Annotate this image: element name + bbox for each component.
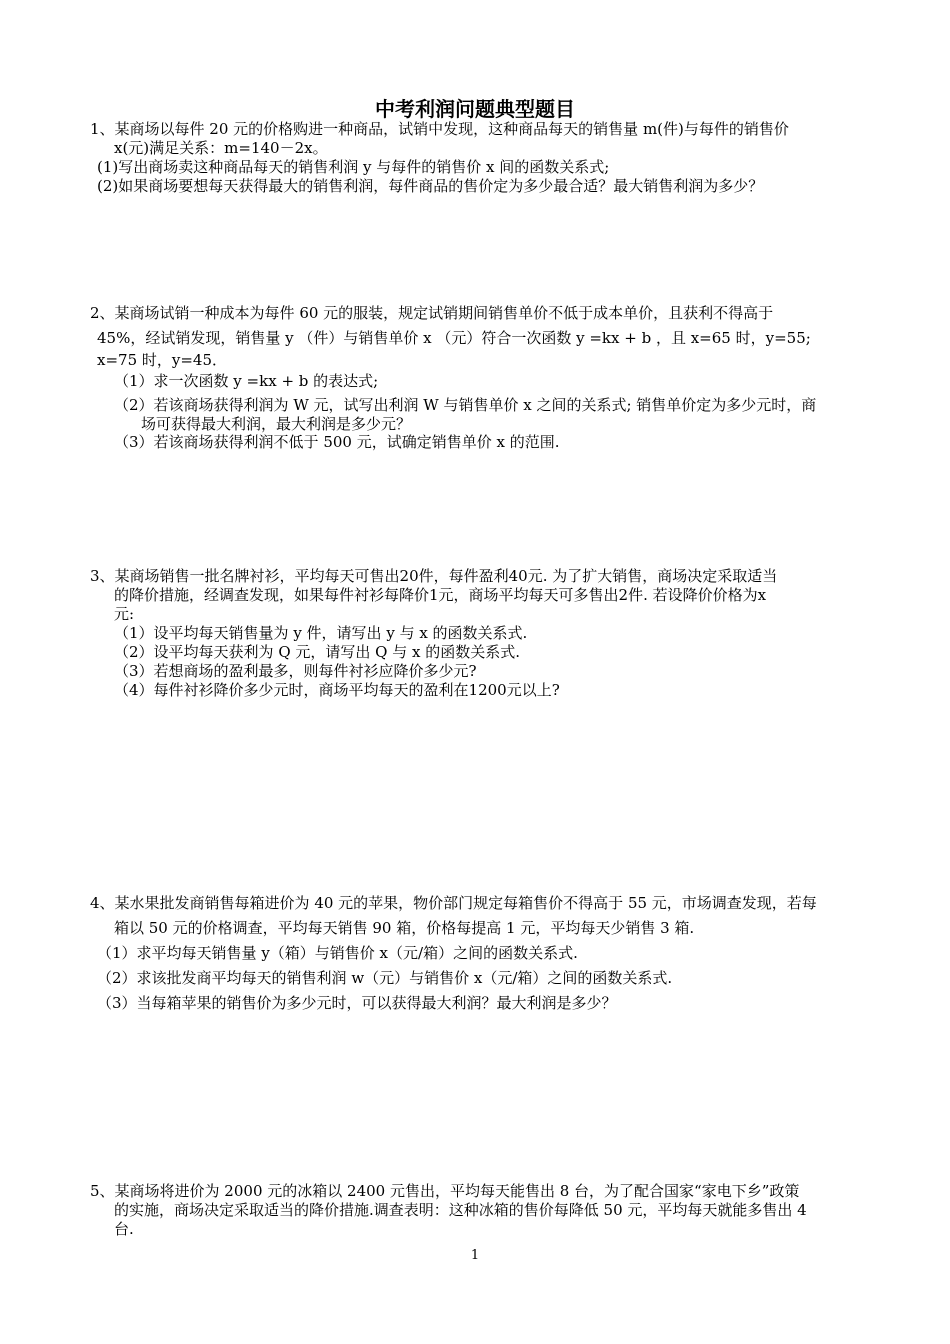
- question-4-line-1: 4、某水果批发商销售每箱进价为 40 元的苹果，物价部门规定每箱售价不得高于 55 元，市场调查发现，若每: [90, 894, 817, 912]
- page-title: 中考利润问题典型题目: [375, 97, 575, 121]
- question-3-part-3: （3）若想商场的盈利最多，则每件衬衫应降价多少元?: [114, 662, 477, 680]
- question-5-line-3: 台.: [114, 1220, 134, 1238]
- question-5-line-1: 5、某商场将进价为 2000 元的冰箱以 2400 元售出，平均每天能售出 8 台，为了配合国家“家电下乡”政策: [90, 1182, 800, 1200]
- question-4-part-1: （1）求平均每天销售量 y（箱）与销售价 x（元/箱）之间的函数关系式.: [97, 944, 578, 962]
- question-2-part-2: （2）若该商场获得利润为 W 元，试写出利润 W 与销售单价 x 之间的关系式; 销售单价定为多少元时，商: [114, 396, 817, 414]
- question-2-part-2-cont: 场可获得最大利润，最大利润是多少元？: [141, 415, 412, 433]
- question-2-line-3: x=75 时，y=45．: [97, 351, 228, 369]
- question-1-line-2: x(元)满足关系：m=140－2x。: [114, 139, 328, 157]
- question-5-line-2: 的实施，商场决定采取适当的降价措施.调查表明：这种冰箱的售价每降低 50 元，平均每天就能多售出 4: [114, 1201, 807, 1219]
- question-4-part-3: （3）当每箱苹果的销售价为多少元时，可以获得最大利润？最大利润是多少？: [97, 994, 617, 1012]
- question-3-line-3: 元:: [114, 605, 135, 623]
- question-2-part-1: （1）求一次函数 y =kx + b 的表达式;: [114, 372, 379, 390]
- question-4-part-2: （2）求该批发商平均每天的销售利润 w（元）与销售价 x（元/箱）之间的函数关系式.: [97, 969, 673, 987]
- question-3-line-1: 3、某商场销售一批名牌衬衫，平均每天可售出20件，每件盈利40元. 为了扩大销售，商场决定采取适当: [90, 567, 778, 585]
- question-1-part-1: (1)写出商场卖这种商品每天的销售利润 y 与每件的销售价 x 间的函数关系式;: [97, 158, 610, 176]
- page-number: 1: [470, 1248, 480, 1263]
- question-2-line-2: 45%，经试销发现，销售量 y （件）与销售单价 x （元）符合一次函数 y =kx + b ，且 x=65 时，y=55;: [97, 329, 811, 347]
- question-3-part-2: （2）设平均每天获利为 Q 元，请写出 Q 与 x 的函数关系式.: [114, 643, 520, 661]
- question-2-part-3: （3）若该商场获得利润不低于 500 元，试确定销售单价 x 的范围.: [114, 433, 560, 451]
- question-1-part-2: (2)如果商场要想每天获得最大的销售利润，每件商品的售价定为多少最合适？最大销售利润为多少？: [97, 177, 764, 195]
- question-1-line-1: 1、某商场以每件 20 元的价格购进一种商品，试销中发现，这种商品每天的销售量 m(件)与每件的销售价: [90, 120, 789, 138]
- question-2-line-1: 2、某商场试销一种成本为每件 60 元的服装，规定试销期间销售单价不低于成本单价，且获利不得高于: [90, 304, 774, 322]
- question-3-part-1: （1）设平均每天销售量为 y 件，请写出 y 与 x 的函数关系式.: [114, 624, 528, 642]
- question-4-line-2: 箱以 50 元的价格调查，平均每天销售 90 箱，价格每提高 1 元，平均每天少销售 3 箱.: [114, 919, 695, 937]
- question-3-line-2: 的降价措施，经调查发现，如果每件衬衫每降价1元，商场平均每天可多售出2件. 若设降价价格为x: [114, 586, 767, 604]
- question-3-part-4: （4）每件衬衫降价多少元时，商场平均每天的盈利在1200元以上?: [114, 681, 560, 699]
